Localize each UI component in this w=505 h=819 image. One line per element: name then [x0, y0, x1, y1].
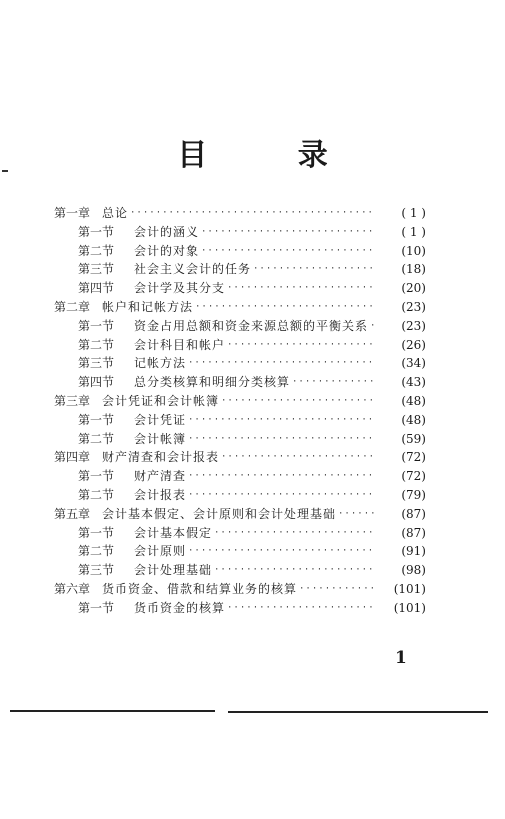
- toc-section-row: [54, 561, 426, 580]
- toc-entry-title: 财产清查: [134, 469, 187, 484]
- toc-entry-page: (26): [401, 337, 426, 352]
- toc-entry-title: 会计学及其分支: [134, 281, 226, 296]
- toc-leader-dots: [253, 260, 376, 279]
- toc-entry-number: 第一节: [78, 412, 115, 427]
- toc-entry-number: 第一章: [54, 206, 91, 220]
- toc-chapter-row: [54, 580, 426, 599]
- toc-leader-dots: [214, 524, 376, 543]
- toc-entry-number: 第二节: [78, 431, 115, 446]
- toc-entry-number: 第一节: [78, 600, 115, 615]
- toc-entry-number: 第三节: [78, 356, 115, 371]
- toc-entry-page: (101): [393, 600, 426, 615]
- toc-entry-number: 第一节: [78, 318, 115, 333]
- toc-leader-dots: [188, 411, 376, 430]
- toc-leader-dots: [227, 279, 376, 298]
- toc-entry-number: 第一节: [78, 525, 115, 540]
- toc-chapter-row: [54, 505, 426, 524]
- toc-entry-title: 会计科目和帐户: [134, 337, 226, 352]
- toc-entry-title: 会计的对象: [134, 243, 200, 258]
- page-title: 目 录: [177, 138, 368, 173]
- toc-entry-page: (18): [401, 262, 426, 277]
- toc-entry-title: 资金占用总额和资金来源总额的平衡关系: [134, 318, 369, 333]
- toc-leader-dots: [188, 542, 376, 561]
- toc-section-row: [54, 599, 426, 618]
- toc-entry-title: 会计的涵义: [134, 224, 200, 239]
- page-number: 1: [395, 648, 407, 668]
- toc-entry-title: 会计原则: [134, 544, 187, 559]
- toc-entry-number: 第三章: [54, 393, 91, 408]
- toc-leader-dots: [292, 373, 376, 392]
- toc-entry-title: 会计帐簿: [134, 431, 187, 446]
- toc-entry-page: ( 1 ): [401, 224, 426, 239]
- toc-entry-title: 货币资金、借款和结算业务的核算: [102, 581, 298, 596]
- toc-entry-number: 第二节: [78, 487, 115, 502]
- toc-leader-dots: [221, 448, 376, 467]
- toc-leader-dots: [370, 317, 376, 336]
- toc-chapter-row: [54, 298, 426, 317]
- toc-entry-page: (59): [401, 431, 426, 446]
- toc-chapter-row: [54, 204, 426, 223]
- toc-entry-number: 第四章: [54, 450, 91, 465]
- toc-section-row: [54, 486, 426, 505]
- toc-section-row: [54, 524, 426, 543]
- toc-entry-page: (43): [401, 375, 426, 390]
- toc-section-row: [54, 542, 426, 561]
- toc-leader-dots: [214, 561, 376, 580]
- toc-entry-number: 第五章: [54, 506, 91, 521]
- toc-entry-number: 第二章: [54, 299, 91, 314]
- toc-entry-page: (48): [401, 393, 426, 408]
- toc-entry-title: 会计基本假定、会计原则和会计处理基础: [102, 506, 337, 521]
- toc-entry-number: 第四节: [78, 281, 115, 296]
- toc-entry-title: 会计凭证和会计帐簿: [102, 393, 220, 408]
- toc-section-row: [54, 317, 426, 336]
- toc-entry-title: 货币资金的核算: [134, 600, 226, 615]
- toc-entry-number: 第一节: [78, 469, 115, 484]
- toc-section-row: [54, 354, 426, 373]
- toc-entry-title: 总论: [102, 206, 129, 220]
- toc-entry-page: (91): [401, 544, 426, 559]
- toc-entry-page: (87): [401, 506, 426, 521]
- toc-leader-dots: [195, 298, 376, 317]
- toc-entry-number: 第二节: [78, 337, 115, 352]
- toc-entry-title: 社会主义会计的任务: [134, 262, 252, 277]
- toc-leader-dots: [188, 486, 376, 505]
- toc-leader-dots: [201, 242, 376, 261]
- toc-leader-dots: [227, 336, 376, 355]
- toc-leader-dots: [188, 467, 376, 486]
- toc-section-row: [54, 411, 426, 430]
- toc-entry-title: 财产清查和会计报表: [102, 450, 220, 465]
- toc-entry-number: 第四节: [78, 375, 115, 390]
- toc-section-row: [54, 336, 426, 355]
- toc-entry-number: 第二节: [78, 243, 115, 258]
- toc-section-row: [54, 260, 426, 279]
- toc-section-row: [54, 467, 426, 486]
- toc-chapter-row: [54, 448, 426, 467]
- toc-section-row: [54, 279, 426, 298]
- toc-entry-title: 会计报表: [134, 487, 187, 502]
- toc-entry-page: (72): [401, 469, 426, 484]
- toc-section-row: [54, 373, 426, 392]
- toc-entry-page: (34): [401, 356, 426, 371]
- bottom-rule-right: [228, 711, 488, 713]
- toc-entry-number: 第二节: [78, 544, 115, 559]
- toc-entry-number: 第六章: [54, 581, 91, 596]
- table-of-contents: [54, 204, 426, 618]
- toc-leader-dots: [130, 204, 376, 223]
- toc-leader-dots: [188, 354, 376, 373]
- toc-entry-page: (101): [393, 581, 426, 596]
- toc-entry-title: 会计处理基础: [134, 563, 213, 578]
- toc-entry-title: 会计凭证: [134, 412, 187, 427]
- toc-leader-dots: [221, 392, 376, 411]
- bottom-rule-left: [10, 710, 215, 712]
- toc-entry-page: (20): [401, 281, 426, 296]
- toc-entry-page: (98): [401, 563, 426, 578]
- toc-entry-page: ( 1 ): [401, 206, 426, 220]
- toc-entry-page: (72): [401, 450, 426, 465]
- toc-entry-number: 第一节: [78, 224, 115, 239]
- toc-leader-dots: [201, 223, 376, 242]
- toc-section-row: [54, 242, 426, 261]
- toc-section-row: [54, 223, 426, 242]
- toc-entry-page: (10): [401, 243, 426, 258]
- toc-entry-title: 会计基本假定: [134, 525, 213, 540]
- toc-entry-title: 总分类核算和明细分类核算: [134, 375, 291, 390]
- toc-entry-title: 记帐方法: [134, 356, 187, 371]
- toc-leader-dots: [227, 599, 376, 618]
- toc-entry-page: (87): [401, 525, 426, 540]
- toc-leader-dots: [299, 580, 376, 599]
- toc-entry-page: (23): [401, 318, 426, 333]
- toc-leader-dots: [338, 505, 376, 524]
- toc-leader-dots: [188, 430, 376, 449]
- toc-entry-number: 第三节: [78, 563, 115, 578]
- toc-entry-page: (79): [401, 487, 426, 502]
- toc-section-row: [54, 430, 426, 449]
- toc-entry-page: (23): [401, 299, 426, 314]
- toc-entry-page: (48): [401, 412, 426, 427]
- toc-entry-number: 第三节: [78, 262, 115, 277]
- toc-entry-title: 帐户和记帐方法: [102, 299, 194, 314]
- toc-chapter-row: [54, 392, 426, 411]
